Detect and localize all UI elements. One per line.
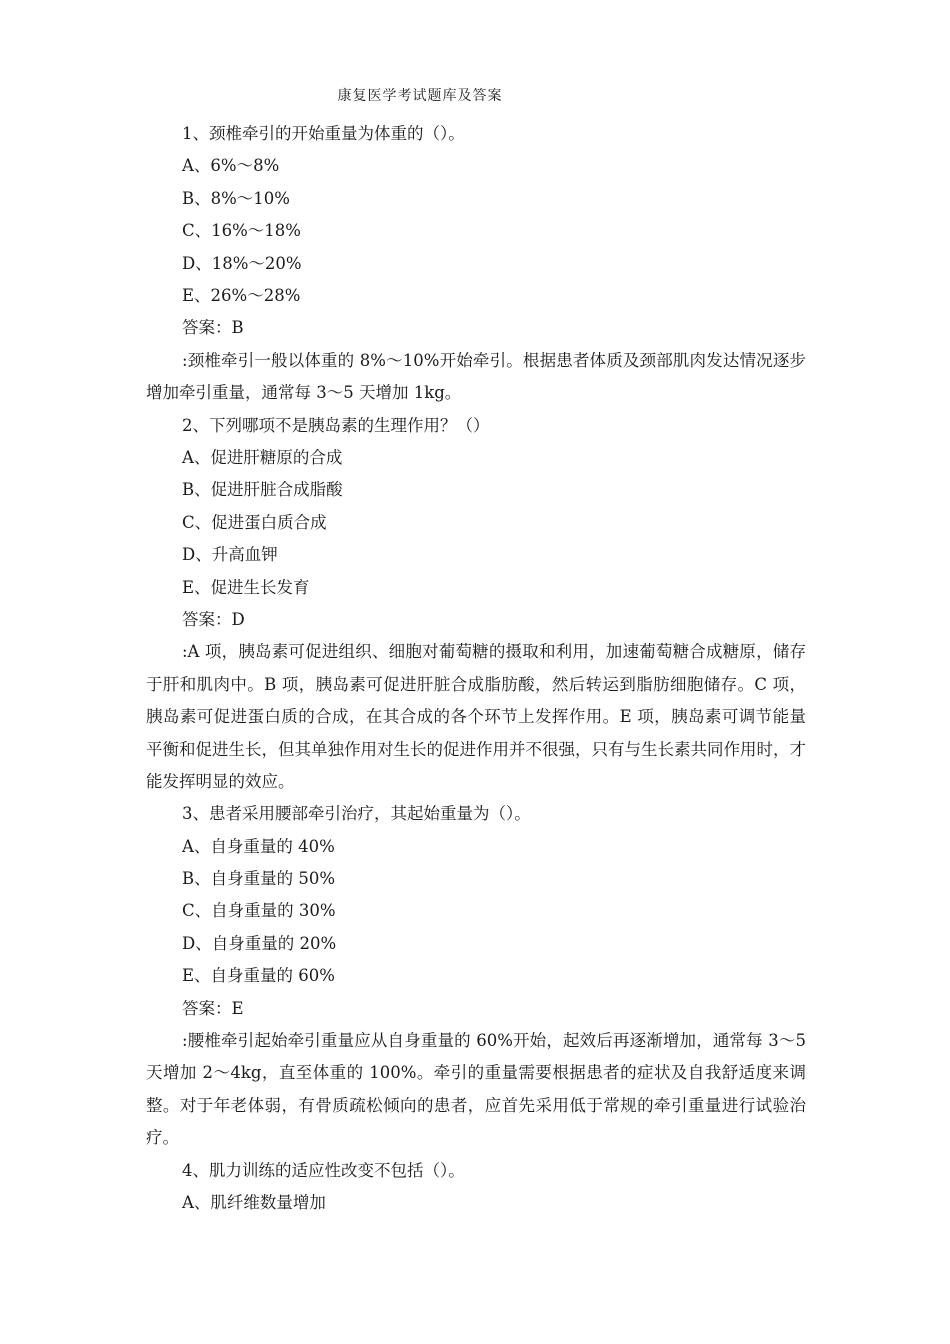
question-2-option-b: B、促进肝脏合成脂酸 xyxy=(182,480,343,500)
question-3-option-c: C、自身重量的 30% xyxy=(182,901,336,921)
question-3-answer: 答案：E xyxy=(182,998,244,1018)
question-2-option-e: E、促进生长发育 xyxy=(182,577,310,597)
question-3-stem: 3、患者采用腰部牵引治疗，其起始重量为（）。 xyxy=(182,804,531,824)
question-2-option-c: C、促进蛋白质合成 xyxy=(182,512,327,532)
question-2-option-d: D、升高血钾 xyxy=(182,545,278,565)
question-2-answer: 答案：D xyxy=(182,609,245,629)
question-1-explanation: :颈椎牵引一般以体重的 8%～10%开始牵引。根据患者体质及颈部肌肉发达情况逐步增加牵引重量，通常每 3～5 天增加 1kg。 xyxy=(146,350,806,403)
question-1-stem: 1、颈椎牵引的开始重量为体重的（）。 xyxy=(182,124,465,143)
question-3-option-a: A、自身重量的 40% xyxy=(182,836,335,856)
question-4-option-a: A、肌纤维数量增加 xyxy=(182,1193,326,1213)
question-1-option-c: C、16%～18% xyxy=(182,221,301,241)
question-4-stem: 4、肌力训练的适应性改变不包括（）。 xyxy=(182,1160,465,1180)
question-1-answer: 答案：B xyxy=(182,318,244,338)
question-1-option-e: E、26%～28% xyxy=(182,285,301,305)
question-3-explanation: :腰椎牵引起始牵引重量应从自身重量的 60%开始，起效后再逐渐增加，通常每 3～5 天增加 2～4kg，直至体重的 100%。牵引的重量需要根据患者的症状及自我舒适度来调整。对于年老体弱，有骨质疏松倾向的患者，应首先采用低于常规的牵引重量进行试验治疗。 xyxy=(146,1031,806,1148)
question-3-option-e: E、自身重量的 60% xyxy=(182,966,335,986)
question-3-option-d: D、自身重量的 20% xyxy=(182,933,337,953)
question-2-explanation: :A 项，胰岛素可促进组织、细胞对葡萄糖的摄取和利用，加速葡萄糖合成糖原，储存于肝和肌肉中。B 项，胰岛素可促进肝脏合成脂肪酸，然后转运到脂肪细胞储存。C 项，胰岛素可促进蛋白质的合成，在其合成的各个环节上发挥作用。E 项，胰岛素可调节能量平衡和促进生长，但其单独作用对生长的促进作用并不很强，只有与生长素共同作用时，才能发挥明显的效应。 xyxy=(146,642,806,791)
question-2-option-a: A、促进肝糖原的合成 xyxy=(182,447,343,467)
question-1-option-b: B、8%～10% xyxy=(182,188,290,208)
question-3-option-b: B、自身重量的 50% xyxy=(182,869,336,889)
document-title: 康复医学考试题库及答案 xyxy=(337,88,503,104)
question-1-option-a: A、6%～8% xyxy=(182,156,280,176)
question-list xyxy=(146,118,806,1219)
question-1-option-d: D、18%～20% xyxy=(182,253,302,273)
question-2-stem: 2、下列哪项不是胰岛素的生理作用？（） xyxy=(182,415,490,435)
